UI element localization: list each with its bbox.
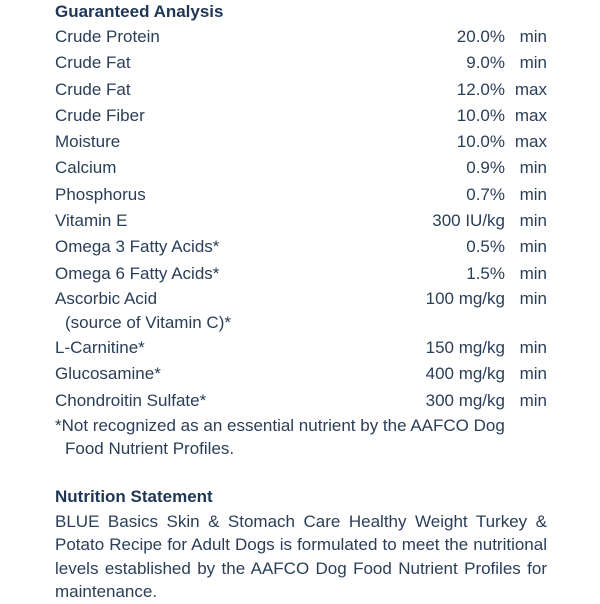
nutrient-label: Ascorbic Acid [55, 288, 158, 308]
nutrient-name [55, 287, 426, 335]
nutrient-amount: 20.0% [456, 27, 505, 46]
analysis-row [55, 50, 547, 76]
guaranteed-analysis-table [55, 24, 547, 414]
footnote [55, 414, 547, 460]
nutrient-label: Calcium [55, 158, 117, 178]
nutrient-name [55, 261, 466, 287]
nutrient-name [55, 50, 466, 76]
nutrient-name [55, 335, 426, 361]
analysis-row [55, 388, 547, 414]
nutrient-label: Crude Protein [55, 27, 160, 46]
nutrient-name [55, 103, 457, 129]
nutrient-label: Crude Fat [55, 53, 131, 73]
nutrient-name [55, 182, 466, 208]
analysis-row [55, 24, 547, 50]
footnote-line-2: Food Nutrient Profiles. [65, 438, 235, 458]
analysis-row [55, 182, 547, 208]
analysis-row [55, 261, 547, 287]
analysis-row [55, 155, 547, 181]
analysis-row [55, 335, 547, 361]
nutrient-qualifier: min [519, 337, 547, 357]
nutrient-amount: 1.5% [466, 263, 505, 283]
analysis-row [55, 234, 547, 260]
nutrient-label: Phosphorus [55, 184, 146, 204]
nutrient-qualifier: max [514, 132, 547, 152]
nutrient-qualifier: min [519, 288, 547, 308]
nutrient-name [55, 24, 457, 50]
nutrient-label: Glucosamine* [55, 364, 161, 384]
nutrient-amount: 0.7% [466, 184, 505, 204]
nutrient-label: L-Carnitine* [55, 337, 145, 357]
nutrient-qualifier: min [519, 53, 547, 73]
nutrient-qualifier: min [519, 390, 547, 410]
nutrient-name [55, 388, 426, 414]
nutrient-qualifier: min [519, 211, 547, 231]
nutrient-qualifier: min [519, 27, 547, 46]
nutrient-name [55, 77, 457, 103]
nutrient-name [55, 361, 426, 387]
nutrient-amount: 300 IU/kg [432, 211, 505, 231]
footnote-line-1: *Not recognized as an essential nutrient by the AAFCO Dog [55, 415, 505, 435]
nutrient-name [55, 234, 466, 260]
nutrient-amount: 300 mg/kg [425, 390, 505, 410]
nutrient-label: Omega 6 Fatty Acids* [55, 263, 220, 283]
nutrient-label: Crude Fiber [55, 105, 145, 125]
nutrient-qualifier: max [514, 79, 547, 99]
nutrient-qualifier: min [519, 158, 547, 178]
nutrition-statement-text: BLUE Basics Skin & Stomach Care Healthy Weight Turkey & Potato Recipe for Adult Dogs is formulated to meet the nutritional levels established by the AAFCO Dog Food Nutrient Profiles for maintenance. [55, 511, 547, 602]
analysis-row [55, 361, 547, 387]
nutrient-amount: 0.9% [466, 158, 505, 178]
analysis-row [55, 287, 547, 335]
nutrient-label: Chondroitin Sulfate* [55, 390, 207, 410]
nutrient-qualifier: min [519, 263, 547, 283]
nutrient-label: Crude Fat [55, 79, 131, 99]
analysis-row [55, 77, 547, 103]
analysis-row [55, 208, 547, 234]
nutrient-amount: 100 mg/kg [425, 288, 505, 308]
nutrient-qualifier: max [514, 105, 547, 125]
nutrition-statement-heading: Nutrition Statement [55, 486, 213, 506]
analysis-row [55, 129, 547, 155]
analysis-row [55, 103, 547, 129]
nutrient-amount: 0.5% [466, 237, 505, 257]
nutrient-qualifier: min [519, 184, 547, 204]
nutrient-qualifier: min [519, 364, 547, 384]
nutrient-label: Vitamin E [55, 211, 128, 231]
nutrient-name [55, 129, 457, 155]
nutrient-amount: 12.0% [456, 79, 505, 99]
nutrient-label: Moisture [55, 132, 121, 152]
nutrient-qualifier: min [519, 237, 547, 257]
nutrient-name [55, 208, 432, 234]
nutrient-label: Omega 3 Fatty Acids* [55, 237, 220, 257]
nutrient-sublabel: (source of Vitamin C)* [65, 312, 231, 332]
nutrition-panel [55, 0, 547, 604]
nutrient-amount: 9.0% [466, 53, 505, 73]
guaranteed-analysis-heading: Guaranteed Analysis [55, 2, 224, 21]
nutrient-amount: 10.0% [456, 105, 505, 125]
nutrient-amount: 150 mg/kg [425, 337, 505, 357]
nutrient-amount: 10.0% [456, 132, 505, 152]
nutrient-name [55, 155, 466, 181]
nutrient-amount: 400 mg/kg [425, 364, 505, 384]
